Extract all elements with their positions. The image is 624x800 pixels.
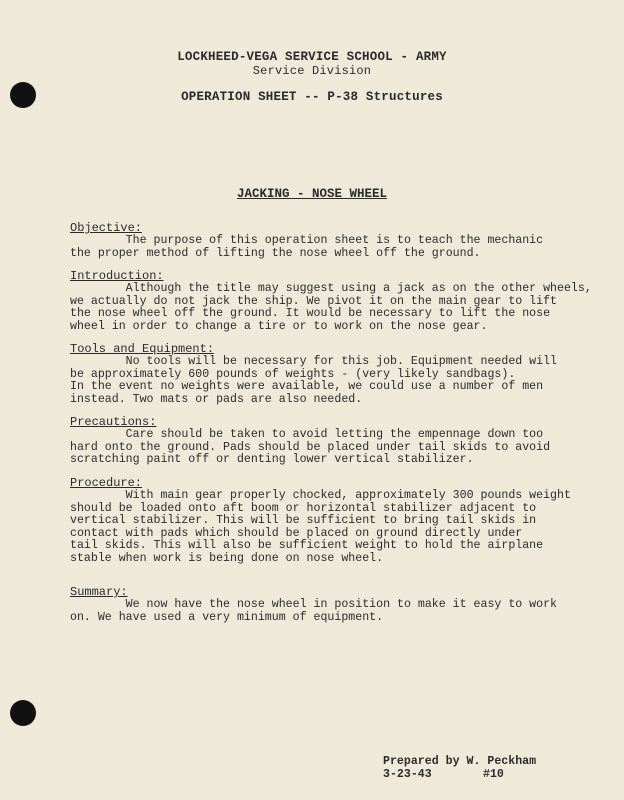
footer-line-2 xyxy=(383,768,504,781)
objective-heading: Objective: xyxy=(70,221,143,235)
precautions-section xyxy=(70,416,610,467)
objective-body: The purpose of this operation sheet is to teach the mechanic the proper method of lifting the nose wheel off the ground. xyxy=(70,234,544,260)
introduction-heading: Introduction: xyxy=(70,269,164,283)
tools-section xyxy=(70,343,610,406)
procedure-section xyxy=(70,477,610,566)
binder-hole-bottom xyxy=(10,700,36,726)
tools-body: No tools will be necessary for this job. Equipment needed will be approximately 600 pounds of weights - (very likely sandbags). In the event no weights were available, we could use a number of men instead. Two mats or pads are also needed. xyxy=(70,355,558,406)
precautions-heading: Precautions: xyxy=(70,415,157,429)
division-name: Service Division xyxy=(252,64,372,78)
prepared-by: Prepared by W. Peckham xyxy=(383,755,537,768)
summary-heading: Summary: xyxy=(70,585,128,599)
operation-sheet-title: OPERATION SHEET -- P-38 Structures xyxy=(181,90,443,104)
introduction-body: Although the title may suggest using a jack as on the other wheels, we actually do not jack the ship. We pivot it on the main gear to lift the nose wheel off the ground. It would be necessary to lift the nose wheel in order to change a tire or to work on the nose gear. xyxy=(70,282,592,333)
sheet-number: #10 xyxy=(483,768,504,781)
procedure-heading: Procedure: xyxy=(70,476,143,490)
procedure-body: With main gear properly chocked, approximately 300 pounds weight should be loaded onto aft boom or horizontal stabilizer adjacent to vertical stabilizer. This will be sufficient to bring tail skids in contact with pads which should be placed on ground directly under tail skids. This will also be sufficient weight to hold the airplane stable when work is being done on nose wheel. xyxy=(70,489,571,565)
summary-body: We now have the nose wheel in position to make it easy to work on. We have used a very minimum of equipment. xyxy=(70,598,558,624)
page-title: JACKING - NOSE WHEEL xyxy=(236,187,388,201)
precautions-body: Care should be taken to avoid letting the empennage down too hard onto the ground. Pads should be placed under tail skids to avoid scratching paint off or denting lower vertical stabilizer. xyxy=(70,428,551,467)
prepared-date: 3-23-43 xyxy=(383,768,432,781)
school-name: LOCKHEED-VEGA SERVICE SCHOOL - ARMY xyxy=(177,50,447,64)
objective-section xyxy=(70,222,610,260)
introduction-section xyxy=(70,270,610,333)
tools-heading: Tools and Equipment: xyxy=(70,342,215,356)
summary-section xyxy=(70,586,610,624)
